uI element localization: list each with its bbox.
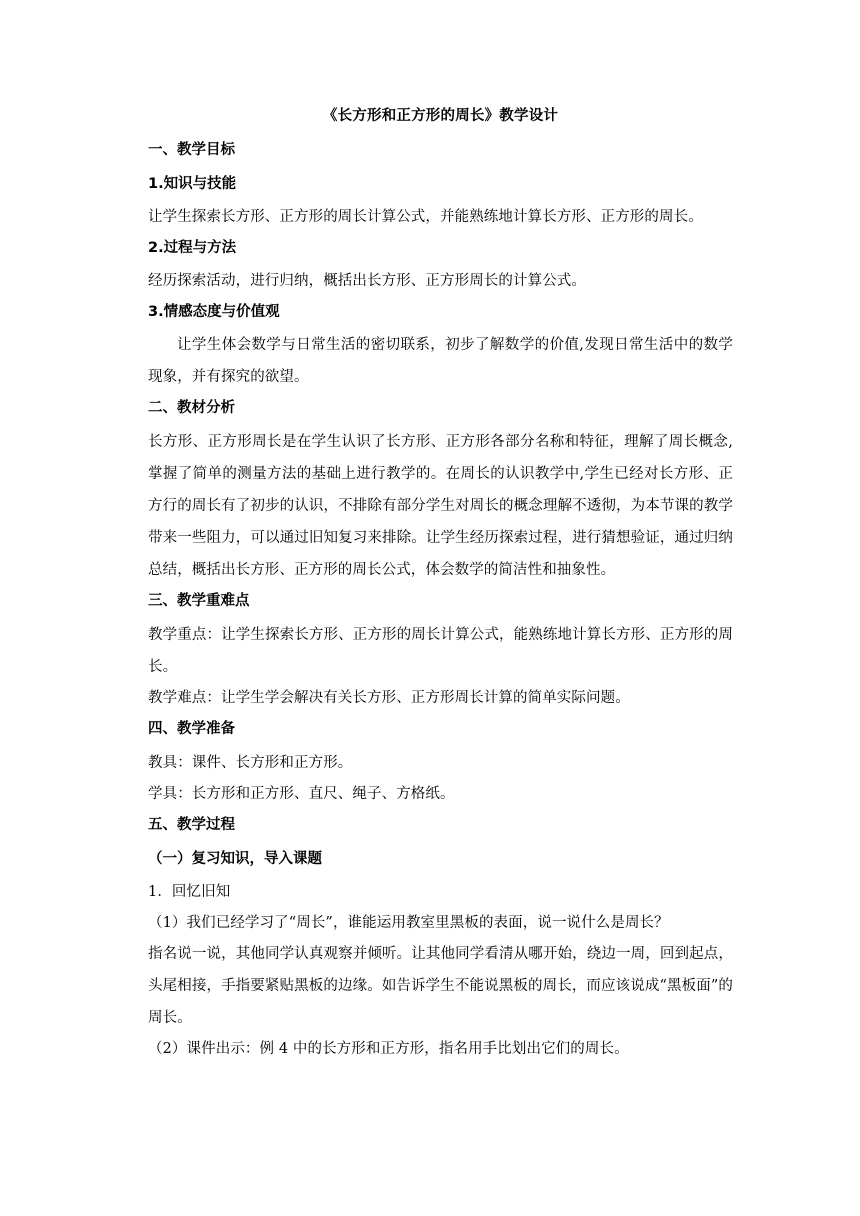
paragraph-knowledge-skills: 让学生探索长方形、正方形的周长计算公式，并能熟练地计算长方形、正方形的周长。: [148, 209, 703, 225]
section-heading-preparation: 四、教学准备: [148, 721, 235, 737]
section-heading-process: 五、教学过程: [148, 817, 235, 833]
paragraph-student-tools: 学具：长方形和正方形、直尺、绳子、方格纸。: [148, 786, 455, 802]
paragraph-question-1-detail: 指名说一说，其他同学认真观察并倾听。让其他同学看清从哪开始，绕边一周，回到起点，头尾相接，手指要紧贴黑板的边缘。如告诉学生不能说黑板的周长，而应该说成“黑板面”的周长。: [148, 946, 733, 1026]
paragraph-question-2: （2）课件出示：例 4 中的长方形和正方形，指名用手比划出它们的周长。: [148, 1041, 629, 1057]
subheading-process-method: 2.过程与方法: [148, 240, 237, 256]
paragraph-attitude-values: 让学生体会数学与日常生活的密切联系，初步了解数学的价值,发现日常生活中的数学现象，并有探究的欲望。: [148, 337, 733, 385]
document-body: [148, 106, 733, 1070]
document-title: 《长方形和正方形的周长》教学设计: [322, 108, 559, 124]
section-heading-key-points: 三、教学重难点: [148, 593, 250, 609]
paragraph-key-point: 教学重点：让学生探索长方形、正方形的周长计算公式，能熟练地计算长方形、正方形的周长。: [148, 627, 733, 675]
paragraph-recall: 1．回忆旧知: [148, 884, 231, 900]
paragraph-process-method: 经历探索活动，进行归纳，概括出长方形、正方形周长的计算公式。: [148, 273, 586, 289]
paragraph-material-analysis: 长方形、正方形周长是在学生认识了长方形、正方形各部分名称和特征，理解了周长概念,掌握了简单的测量方法的基础上进行教学的。在周长的认识教学中,学生已经对长方形、正方行的周长有了初步的认识，不排除有部分学生对周长的概念理解不透彻，为本节课的教学带来一些阻力，可以通过旧知复习来排除。让学生经历探索过程，进行猜想验证，通过归纳总结，概括出长方形、正方形的周长公式，体会数学的简洁性和抽象性。: [148, 434, 733, 578]
paragraph-question-1: （1）我们已经学习了“周长”，谁能运用教室里黑板的表面，说一说什么是周长？: [148, 915, 669, 931]
section-heading-objectives: 一、教学目标: [148, 142, 235, 158]
subheading-knowledge-skills: 1.知识与技能: [148, 176, 237, 192]
subheading-review-intro: （一）复习知识，导入课题: [148, 851, 322, 867]
paragraph-difficult-point: 教学难点：让学生学会解决有关长方形、正方形周长计算的简单实际问题。: [148, 690, 630, 706]
paragraph-teacher-tools: 教具：课件、长方形和正方形。: [148, 755, 353, 771]
section-heading-material-analysis: 二、教材分析: [148, 400, 235, 416]
subheading-attitude-values: 3.情感态度与价值观: [148, 304, 280, 320]
